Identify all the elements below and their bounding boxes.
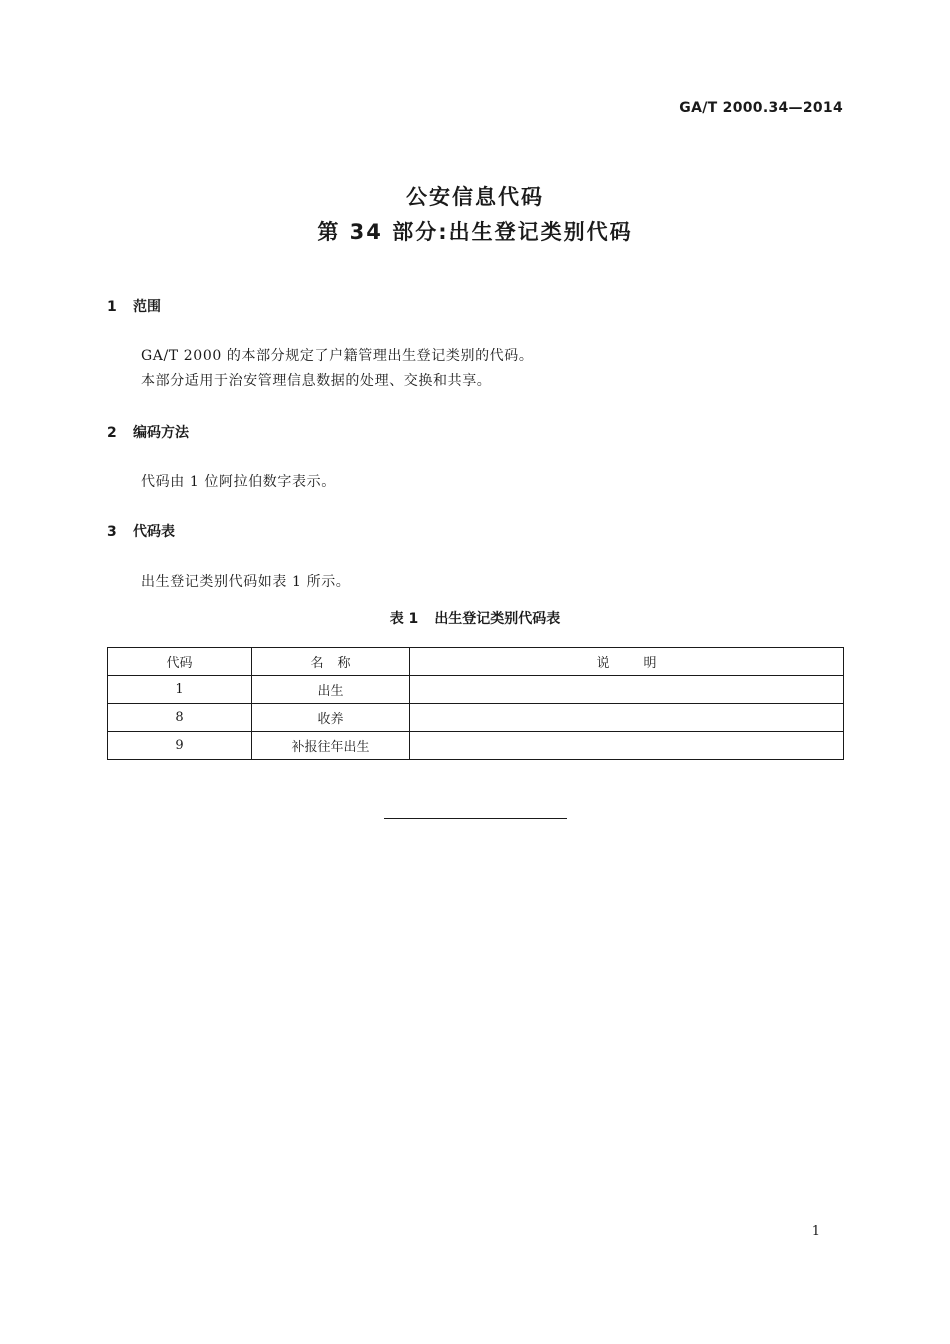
cell-description — [410, 704, 844, 732]
paragraph: GA/T 2000 的本部分规定了户籍管理出生登记类别的代码。 — [141, 348, 534, 364]
table-row — [108, 732, 844, 760]
standard-number: GA/T 2000.34—2014 — [679, 100, 843, 116]
section-title: 范围 — [133, 299, 161, 315]
table-caption — [0, 608, 950, 628]
column-header-description: 说明 — [410, 648, 844, 676]
table-caption-title: 出生登记类别代码表 — [434, 611, 561, 627]
table-header-row — [108, 648, 844, 676]
cell-code: 1 — [108, 676, 252, 704]
column-header-name: 名称 — [252, 648, 410, 676]
paragraph: 出生登记类别代码如表 1 所示。 — [141, 574, 351, 590]
end-of-document-rule — [384, 818, 567, 819]
paragraph: 本部分适用于治安管理信息数据的处理、交换和共享。 — [141, 373, 492, 389]
cell-description — [410, 676, 844, 704]
section-title: 编码方法 — [133, 425, 189, 441]
table-row — [108, 676, 844, 704]
section-heading-code-table — [107, 521, 175, 541]
section-number: 3 — [107, 524, 117, 540]
cell-code: 8 — [108, 704, 252, 732]
page-number: 1 — [811, 1224, 820, 1239]
cell-description — [410, 732, 844, 760]
table-row — [108, 704, 844, 732]
column-header-code: 代码 — [108, 648, 252, 676]
section-number: 1 — [107, 299, 117, 315]
cell-name: 补报往年出生 — [252, 732, 410, 760]
section-title: 代码表 — [133, 524, 175, 540]
section-number: 2 — [107, 425, 117, 441]
table-caption-number: 表 1 — [389, 611, 419, 627]
paragraph: 代码由 1 位阿拉伯数字表示。 — [141, 474, 336, 490]
title-line-1: 公安信息代码 — [406, 185, 544, 209]
section-heading-scope — [107, 296, 161, 316]
cell-code: 9 — [108, 732, 252, 760]
code-table — [107, 647, 844, 760]
title-line-2: 第 34 部分:出生登记类别代码 — [317, 220, 633, 244]
cell-name: 出生 — [252, 676, 410, 704]
cell-name: 收养 — [252, 704, 410, 732]
section-heading-coding-method — [107, 422, 189, 442]
